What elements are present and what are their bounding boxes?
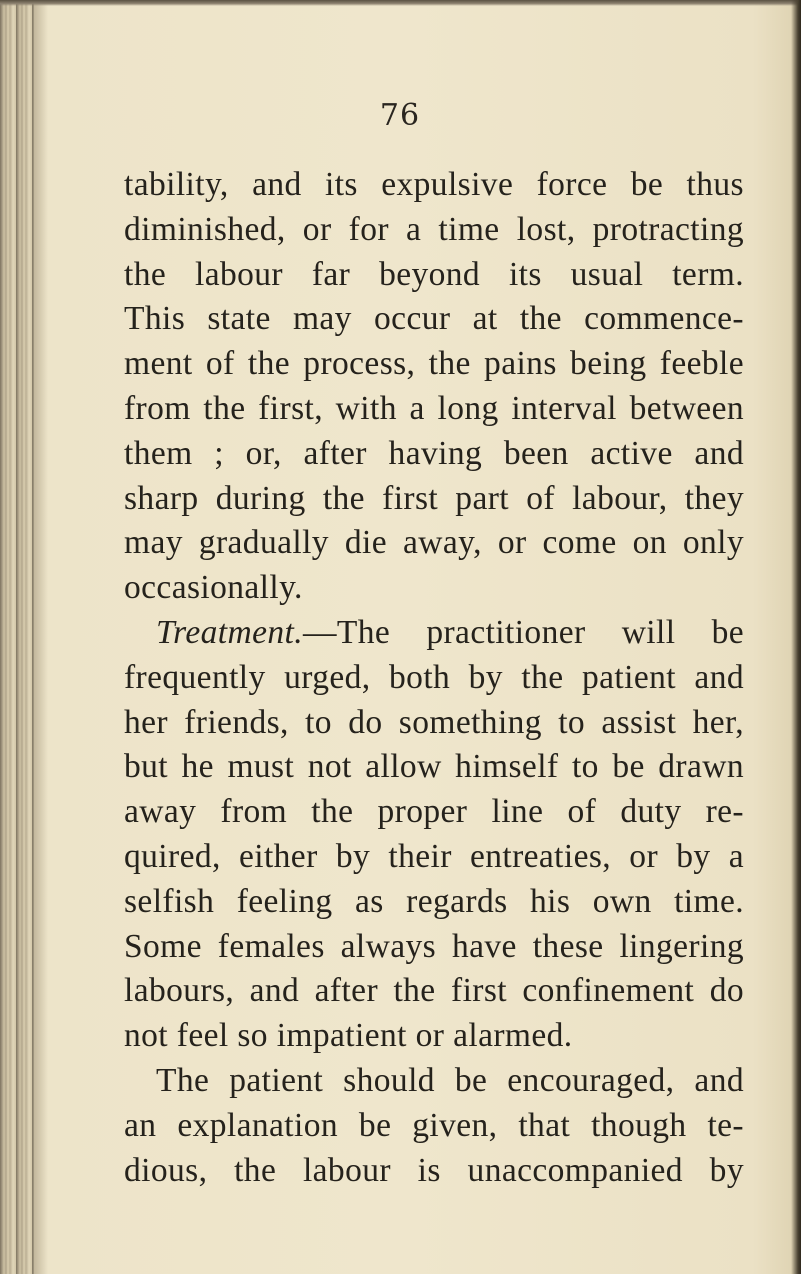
text-line: dious, the labour is unaccompanied by [124, 1151, 744, 1189]
page-binding-edge [0, 0, 34, 1274]
text-line: diminished, or for a time lost, protracting [124, 210, 744, 248]
lead-line-text: —The practitioner will be [303, 613, 744, 651]
text-line: This state may occur at the commence- [124, 300, 744, 338]
text-line: selfish feeling as regards his own time. [124, 882, 744, 920]
text-line: may gradually die away, or come on only [124, 524, 744, 562]
text-line: ment of the process, the pains being feeble [124, 345, 744, 383]
text-line: the labour far beyond its usual term. [124, 255, 744, 293]
text-line: occasionally. [124, 569, 303, 607]
text-line: frequently urged, both by the patient and [124, 658, 744, 696]
page-number: 76 [379, 98, 421, 133]
text-line: The patient should be encouraged, and [156, 1061, 744, 1099]
text-line: an explanation be given, that though te- [124, 1106, 744, 1144]
text-line: not feel so impatient or alarmed. [124, 1017, 573, 1055]
page-right-edge [791, 0, 801, 1274]
text-line: but he must not allow himself to be drawn [124, 748, 744, 786]
text-line: labours, and after the first confinement do [124, 972, 744, 1010]
paragraph-lead-line [124, 611, 744, 656]
text-line: her friends, to do something to assist her, [124, 703, 744, 741]
text-line: away from the proper line of duty re- [124, 793, 744, 831]
text-line: Some females always have these lingering [124, 927, 744, 965]
text-line: sharp during the first part of labour, they [124, 479, 744, 517]
text-line: tability, and its expulsive force be thus [124, 166, 744, 203]
section-heading-treatment: Treatment. [156, 613, 303, 651]
text-line: them ; or, after having been active and [124, 434, 744, 472]
text-line: quired, either by their entreaties, or by a [124, 837, 744, 875]
body-text [124, 163, 744, 1193]
binding-shadow [34, 0, 48, 1274]
page-top-edge [0, 0, 801, 6]
text-line: from the first, with a long interval between [124, 389, 744, 427]
